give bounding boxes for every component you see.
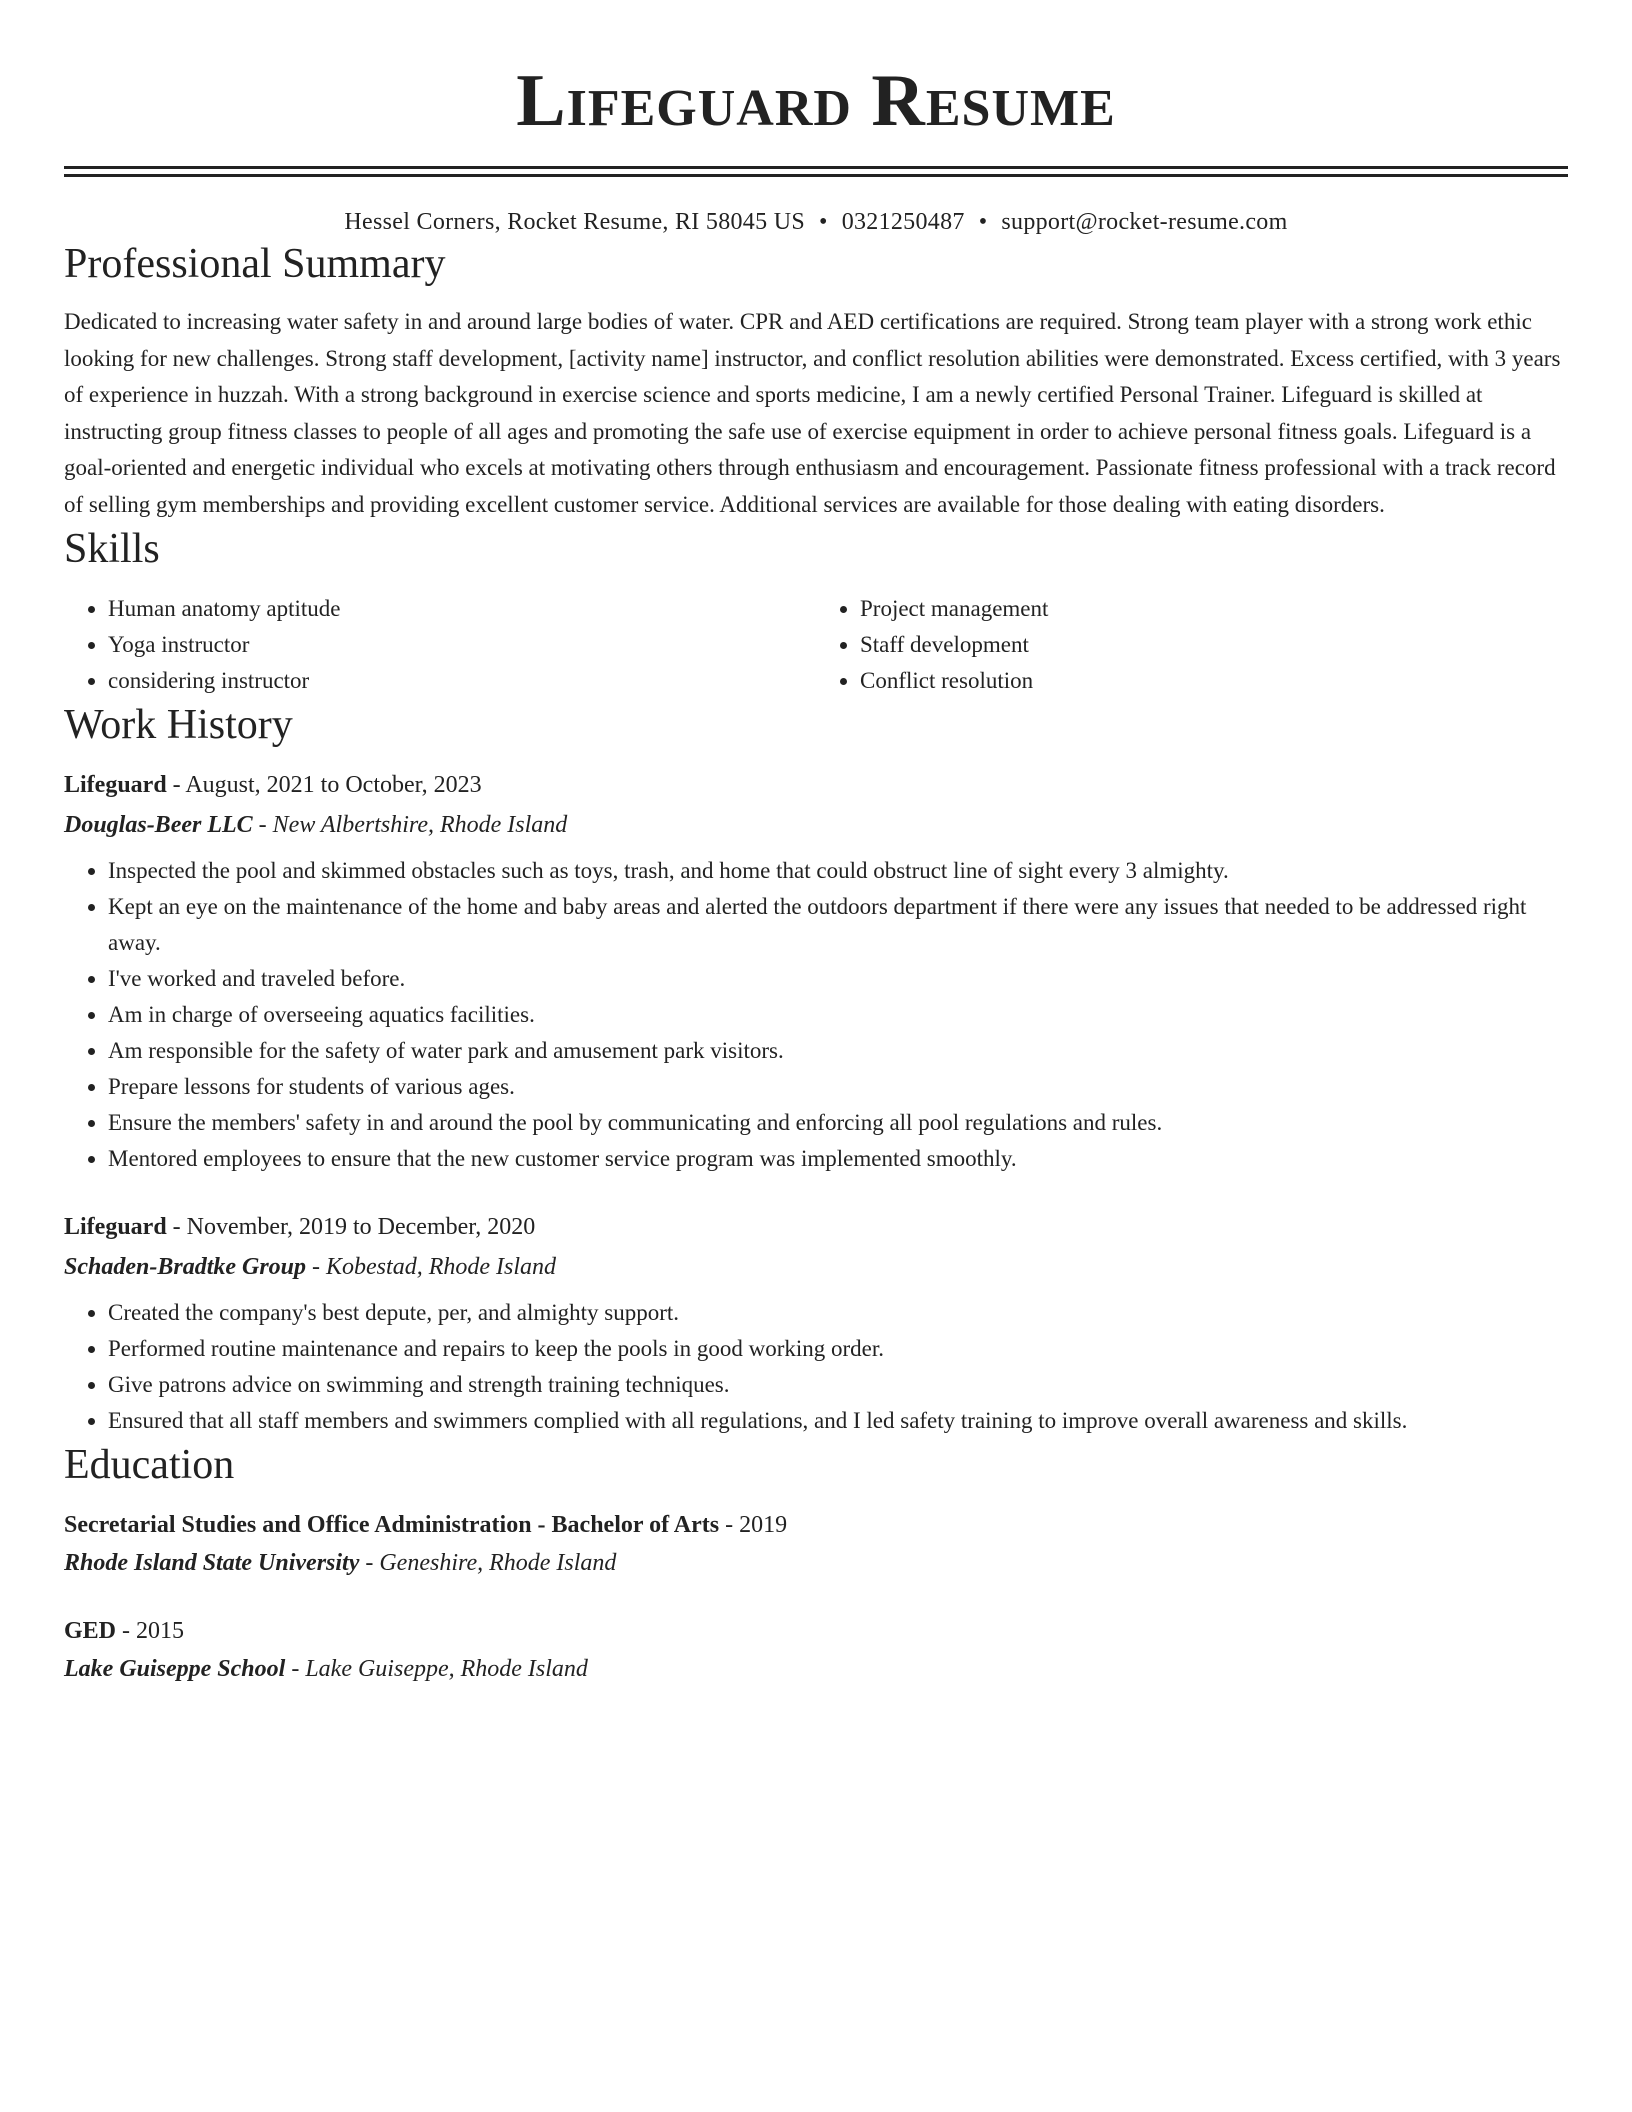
education-header [64,1613,1568,1649]
contact-separator: • [978,209,988,235]
job-company-line [64,1249,1568,1285]
education-school: Lake Guiseppe School [64,1656,286,1682]
job-location: - Kobestad, Rhode Island [312,1254,557,1280]
duty-item: • Mentored employees to ensure that the new customer service program was implemented smoothly. [108,1141,1568,1177]
contact-separator: • [818,209,828,235]
job-duties [64,853,1568,1177]
job-company: Schaden-Bradtke Group [64,1254,307,1280]
skill-item: • Project management [860,591,1568,627]
education-year: - 2015 [122,1618,185,1644]
section-heading-summary: Professional Summary [64,241,446,287]
job-entry [64,767,1568,1177]
duty-item: • Give patrons advice on swimming and strength training techniques. [108,1367,1568,1403]
education-location: - Geneshire, Rhode Island [365,1550,617,1576]
education-location: - Lake Guiseppe, Rhode Island [291,1656,588,1682]
duty-item: • I've worked and traveled before. [108,961,1568,997]
education-degree: Secretarial Studies and Office Administration - Bachelor of Arts [64,1512,720,1538]
skill-item: • Conflict resolution [860,663,1568,699]
education-school: Rhode Island State University [64,1550,360,1576]
skills-list [64,591,1568,699]
skills-column-left [64,591,816,699]
contact-phone: 0321250487 [841,209,965,235]
job-position: Lifeguard [64,1214,167,1240]
duty-item: • Performed routine maintenance and repairs to keep the pools in good working order. [108,1331,1568,1367]
skill-item: • Human anatomy aptitude [108,591,816,627]
job-dates: - November, 2019 to December, 2020 [172,1214,536,1240]
skills-column-right [816,591,1568,699]
education-entry [64,1507,1568,1581]
duty-item: • Inspected the pool and skimmed obstacles such as toys, trash, and home that could obstruct line of sight every 3 almighty. [108,853,1568,889]
job-dates: - August, 2021 to October, 2023 [172,772,482,798]
contact-line [64,206,1568,238]
duty-item: • Ensure the members' safety in and around the pool by communicating and enforcing all pool regulations and rules. [108,1105,1568,1141]
education-school-line [64,1545,1568,1581]
contact-address: Hessel Corners, Rocket Resume, RI 58045 US [344,209,805,235]
duty-item: • Ensured that all staff members and swimmers complied with all regulations, and I led safety training to improve overall awareness and skills. [108,1403,1568,1439]
duty-item: • Am in charge of overseeing aquatics facilities. [108,997,1568,1033]
skill-item: • Yoga instructor [108,627,816,663]
job-position: Lifeguard [64,772,167,798]
education-degree: GED [64,1618,117,1644]
duty-item: • Kept an eye on the maintenance of the home and baby areas and alerted the outdoors department if there were any issues that needed to be addressed right away. [108,889,1568,961]
education-year: - 2019 [725,1512,788,1538]
job-company-line [64,807,1568,843]
duty-item: • Am responsible for the safety of water park and amusement park visitors. [108,1033,1568,1069]
contact-email: support@rocket-resume.com [1001,209,1288,235]
skill-item: • Staff development [860,627,1568,663]
job-location: - New Albertshire, Rhode Island [258,812,568,838]
job-company: Douglas-Beer LLC [64,812,253,838]
job-duties [64,1295,1568,1439]
education-header [64,1507,1568,1543]
job-entry [64,1209,1568,1439]
section-heading-skills: Skills [64,526,160,572]
duty-item: • Prepare lessons for students of various ages. [108,1069,1568,1105]
section-heading-work-history: Work History [64,702,293,748]
education-school-line [64,1651,1568,1687]
education-entry [64,1613,1568,1687]
resume-title: Lifeguard Resume [516,60,1116,142]
job-header [64,767,1568,803]
duty-item: • Created the company's best depute, per, and almighty support. [108,1295,1568,1331]
job-header [64,1209,1568,1245]
summary-text: Dedicated to increasing water safety in and around large bodies of water. CPR and AED certifications are required. Strong team player with a strong work ethic looking for new challenges. Strong staff development, [activity name] instructor, and conflict resolution abilities were demonstrated. Excess certified, with 3 years of experience in huzzah. With a strong background in exercise science and sports medicine, I am a newly certified Personal Trainer. Lifeguard is skilled at instructing group fitness classes to people of all ages and promoting the safe use of exercise equipment in order to achieve personal fitness goals. Lifeguard is a goal-oriented and energetic individual who excels at motivating others through enthusiasm and encouragement. Passionate fitness professional with a track record of selling gym memberships and providing excellent customer service. Additional services are available for those dealing with eating disorders. [64,309,1561,517]
title-double-rule [64,166,1568,177]
section-heading-education: Education [64,1442,235,1488]
skill-item: • considering instructor [108,663,816,699]
